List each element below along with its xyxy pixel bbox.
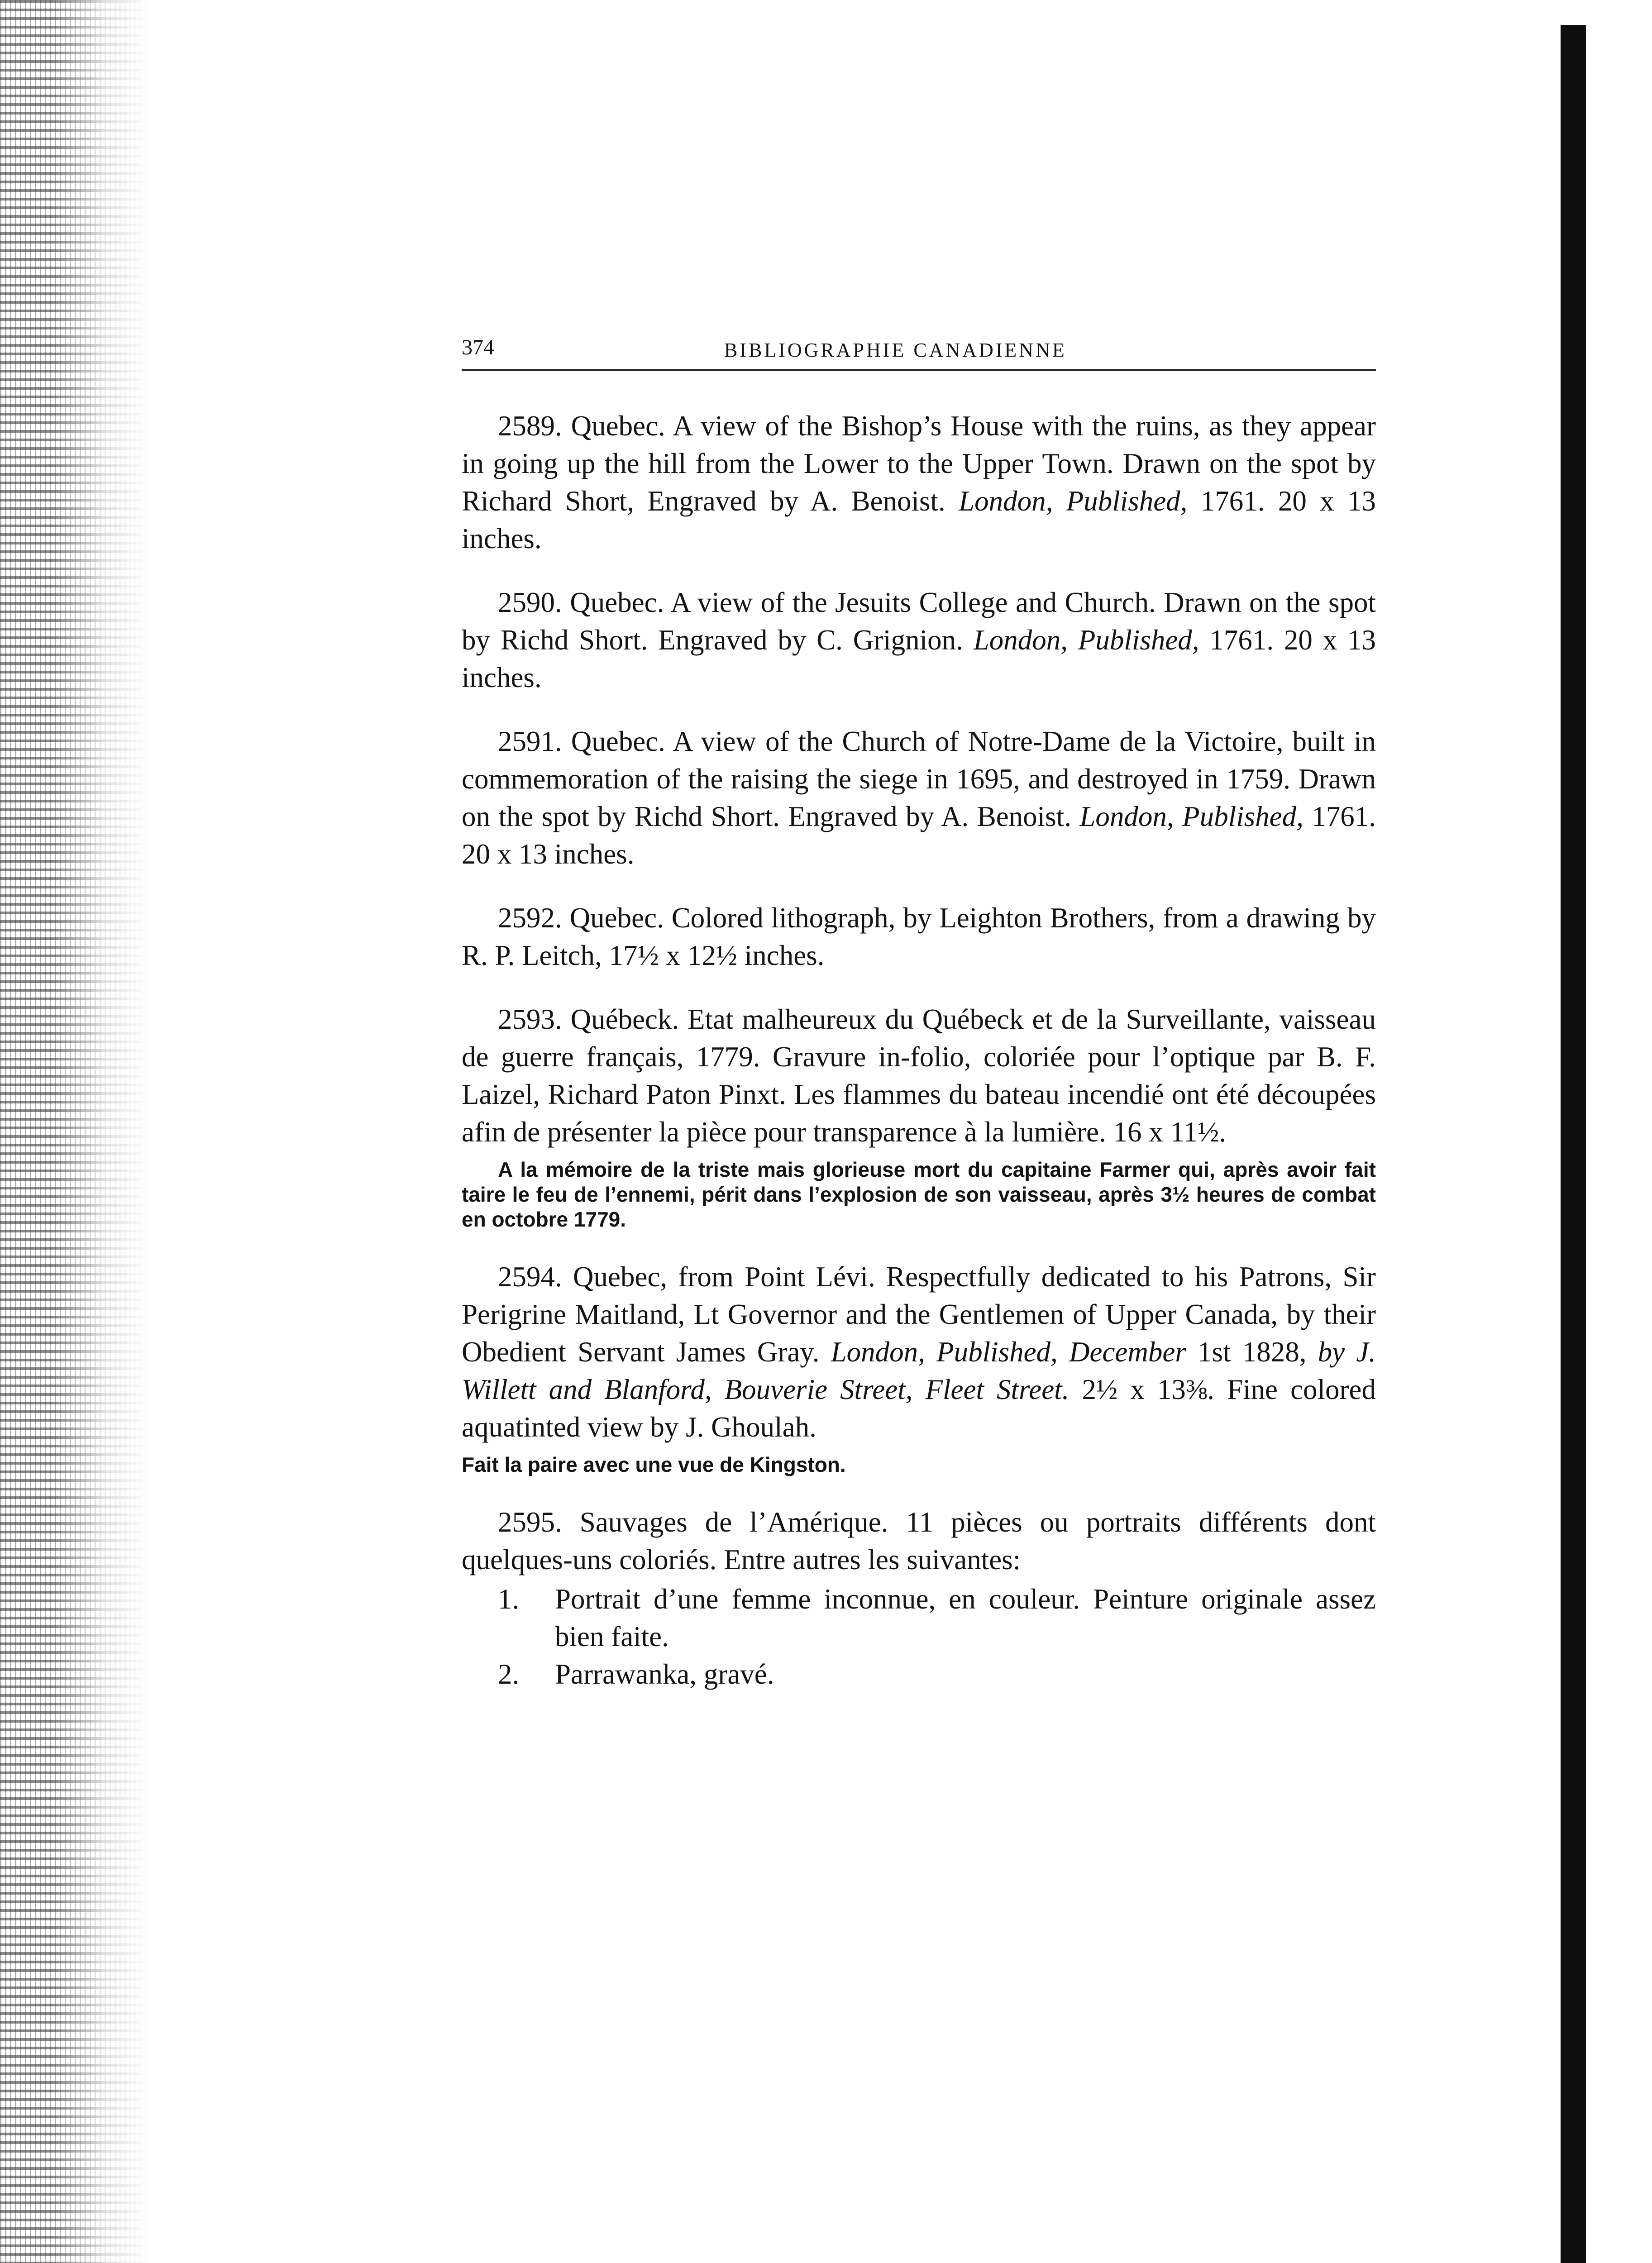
catalog-entry: [462, 1504, 1376, 1693]
list-item: [462, 1580, 1376, 1656]
catalog-entry: [462, 407, 1376, 558]
catalog-entry: [462, 1258, 1376, 1477]
entry-text: 2590. Quebec. A view of the Jesuits College and Church. Drawn on the spot by Richd Short. Engraved by C. Grignion. London, Published, 1761. 20 x 13 inches.: [462, 587, 1376, 693]
running-title: BIBLIOGRAPHIE CANADIENNE: [724, 339, 1067, 361]
catalog-entries: [462, 371, 1376, 1693]
scan-edge-left: [0, 0, 149, 2263]
entry-note: A la mémoire de la triste mais glorieuse mort du capitaine Farmer qui, après avoir fait taire le feu de l’ennemi, périt dans l’explosion de son vaisseau, après 3½ heures de combat en octobre 1779.: [462, 1158, 1376, 1231]
entry-text: 2595. Sauvages de l’Amérique. 11 pièces ou portraits différents dont quelques-uns coloriés. Entre autres les suivantes:: [462, 1506, 1376, 1576]
page-number: 374: [462, 335, 494, 359]
scan-edge-right: [1561, 25, 1586, 2263]
list-item: [462, 1656, 1376, 1693]
entry-text: 2589. Quebec. A view of the Bishop’s House with the ruins, as they appear in going up the hill from the Lower to the Upper Town. Drawn on the spot by Richard Short, Engraved by A. Benoist. London, Published, 1761. 20 x 13 inches.: [462, 410, 1376, 554]
entry-note: Fait la paire avec une vue de Kingston.: [462, 1453, 846, 1476]
document-page: [462, 326, 1376, 1819]
catalog-entry: [462, 584, 1376, 697]
catalog-entry: [462, 723, 1376, 873]
entry-text: 2593. Québeck. Etat malheureux du Québeck et de la Surveillante, vaisseau de guerre français, 1779. Gravure in-folio, coloriée pour l’optique par B. F. Laizel, Richard Paton Pinxt. Les flammes du bateau incendié ont été découpées afin de présenter la pièce pour transparence à la lumière. 16 x 11½.: [462, 1003, 1376, 1148]
list-number: 2.: [498, 1658, 520, 1690]
entry-text: 2592. Quebec. Colored lithograph, by Leighton Brothers, from a drawing by R. P. Leitch, 17½ x 12½ inches.: [462, 902, 1376, 971]
catalog-entry: [462, 899, 1376, 974]
entry-text: 2591. Quebec. A view of the Church of Notre-Dame de la Victoire, built in commemoration of the raising the siege in 1695, and destroyed in 1759. Drawn on the spot by Richd Short. Engraved by A. Benoist. London, Published, 1761. 20 x 13 inches.: [462, 726, 1376, 870]
list-text: Portrait d’une femme inconnue, en couleur. Peinture originale assez bien faite.: [555, 1583, 1376, 1652]
list-number: 1.: [498, 1583, 520, 1615]
running-head: [462, 326, 1376, 371]
catalog-entry: [462, 1001, 1376, 1232]
list-text: Parrawanka, gravé.: [555, 1658, 774, 1690]
entry-text: 2594. Quebec, from Point Lévi. Respectfully dedicated to his Patrons, Sir Perigrine Maitland, Lt Governor and the Gentlemen of Upper Canada, by their Obedient Servant James Gray. London, Published, December 1st 1828, by J. Willett and Blanford, Bouverie Street, Fleet Street. 2½ x 13⅜. Fine colored aquatinted view by J. Ghoulah.: [462, 1261, 1376, 1443]
